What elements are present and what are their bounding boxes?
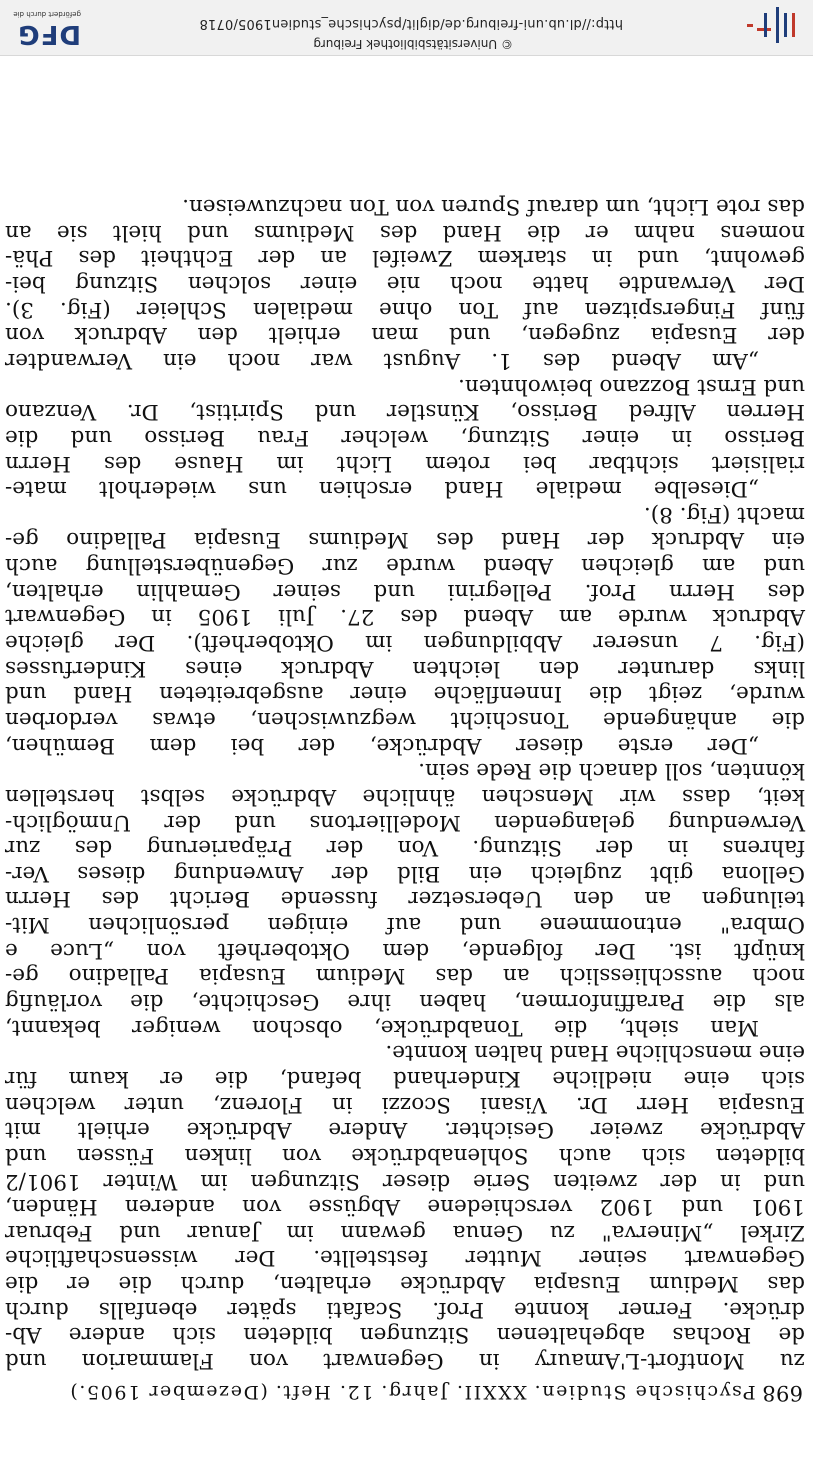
issue-label: 12. Heft. <box>274 1381 374 1403</box>
running-head <box>8 1381 803 1405</box>
text-line: de Rochas abgehaltenen Sitzungen bildeten sich andere Ab- <box>5 1322 805 1348</box>
text-line: Man sieht, die Tonabdrücke, obschon weniger bekannt, <box>5 1014 759 1040</box>
text-line: der Eusapia zugegen, und man erhielt den Abdruck von <box>5 322 805 348</box>
text-line: und am gleichen Abend wurde zur Gegenüberstellung auch <box>5 553 805 579</box>
text-line: keit, dass wir Menschen ähnliche Abdrücke selbst herstellen <box>5 783 805 809</box>
text-line: zu Montfort-L'Amaury in Gegenwart von Flammarion und <box>5 1348 805 1373</box>
dfg-subtitle: gefördert durch die <box>13 10 81 18</box>
text-line: Abdruck wurde am Abend des 27. Juli 1905 in Gegenwart <box>5 604 805 630</box>
text-line: als die Paraffinformen, haben ihre Geschichte, die vorläufig <box>5 989 805 1015</box>
text-line: könnten, soll danach die Rede sein. <box>418 758 805 784</box>
text-line: das Medium Eusapia Abdrücke erhalten, durch die er die <box>5 1271 805 1297</box>
text-line: 1901 und 1902 verschiedene Abgüsse von anderen Händen, <box>5 1194 805 1220</box>
text-line: „Der erste dieser Abdrücke, der bei dem Bemühen, <box>5 732 759 758</box>
text-line: Der Verwandte hatte noch nie einer solchen Sitzung bei- <box>5 271 805 297</box>
text-line: nomens nahm er die Hand des Mediums und hielt sie an <box>5 219 805 245</box>
text-line: Abdrücke zweier Gesichter. Andere Abdrücke erhielt mit <box>5 1117 805 1143</box>
text-line: „Dieselbe mediale Hand erschien uns wiederholt mate- <box>5 476 759 502</box>
text-line: das rote Licht, um darauf Spuren von Ton nachzuweisen. <box>182 194 805 220</box>
text-line: Berisso in einer Sitzung, welcher Frau Berisso und die <box>5 424 805 450</box>
text-line: (Fig. 7 unserer Abbildungen im Oktoberheft). Der gleiche <box>5 630 805 656</box>
text-line: Verwendung gelangenden Modelliertons und der Unmöglich- <box>5 809 805 835</box>
text-line: Gegenwart seiner Mutter feststellte. Der wissenschaftliche <box>5 1245 805 1271</box>
text-line: drücke. Ferner konnte Prof. Scafati später ebenfalls durch <box>5 1296 805 1322</box>
text-line: bildeten sich auch Sohlenabdrücke von linken Füssen und <box>5 1142 805 1168</box>
text-line: eine menschliche Hand halten konnte. <box>385 1040 805 1066</box>
text-line: links darunter den leichten Abdruck eines Kinderfusses <box>5 655 805 681</box>
body-text <box>5 194 805 1373</box>
text-line: teilungen an den Uebersetzer fussende Bericht des Herrn <box>5 886 805 912</box>
dfg-logo-icon: DFG <box>17 19 81 49</box>
journal-title: Psychische Studien. <box>532 1381 756 1403</box>
text-line: Eusapia Herr Dr. Visani Scozzi in Florenz, unter welchen <box>5 1091 805 1117</box>
text-line: „Am Abend des 1. August war noch ein Verwandter <box>5 348 759 374</box>
volume-label: XXXII. Jahrg. <box>379 1381 527 1403</box>
text-line: noch ausschliesslich an das Medium Eusapia Palladino ge- <box>5 963 805 989</box>
text-line: Gellona gibt zugleich ein Bild der Anwendung dieses Ver- <box>5 860 805 886</box>
text-line: macht (Fig. 8). <box>643 501 805 527</box>
text-line: Zirkel „Minerva" zu Genua gewann im Januar und Februar <box>5 1219 805 1245</box>
page-number: 698 <box>762 1381 803 1405</box>
text-line: gewohnt, und in starkem Zweifel an der Echtheit des Phä- <box>5 245 805 271</box>
text-line: und Ernst Bozzano beiwohnten. <box>458 373 805 399</box>
text-line: fünf Fingerspitzen auf Ton ohne medialen Schleier (Fig. 3). <box>5 296 805 322</box>
issue-date: (Dezember 1905.) <box>68 1381 268 1403</box>
text-line: Herren Alfred Berisso, Künstler und Spiritist, Dr. Venzano <box>5 399 805 425</box>
text-line: knüpft ist. Der folgende, dem Oktoberheft von „Luce e <box>5 937 805 963</box>
dfg-logo <box>0 5 83 49</box>
text-line: sich eine niedliche Kinderhand befand, die er kaum für <box>5 1065 805 1091</box>
page-footer <box>0 0 813 56</box>
ub-freiburg-logo-icon <box>743 5 799 45</box>
text-line: des Herrn Prof. Pellegrini und seiner Gemahlin erhalten, <box>5 578 805 604</box>
text-line: rialisiert sichtbar bei rotem Licht im Hause des Herrn <box>5 450 805 476</box>
copyright-notice: © Universitätsbibliothek Freiburg <box>313 37 513 51</box>
text-line: fahrens in der Sitzung. Von der Präparierung des zur <box>5 835 805 861</box>
text-line: und in der zweiten Serie dieser Sitzungen im Winter 1901/2 <box>5 1168 805 1194</box>
text-line: wurde, zeigt die Innenfläche einer ausgebreiteten Hand und <box>5 681 805 707</box>
text-line: Ombra" entnommene und auf einigen persönlichen Mit- <box>5 912 805 938</box>
text-line: die anhängende Tonschicht wegzuwischen, etwas verdorben <box>5 706 805 732</box>
source-url[interactable]: http://dl.ub.uni-freiburg.de/diglit/psychische_studien1905/0718 <box>199 16 623 31</box>
text-line: ein Abdruck der Hand des Mediums Eusapia Palladino ge- <box>5 527 805 553</box>
